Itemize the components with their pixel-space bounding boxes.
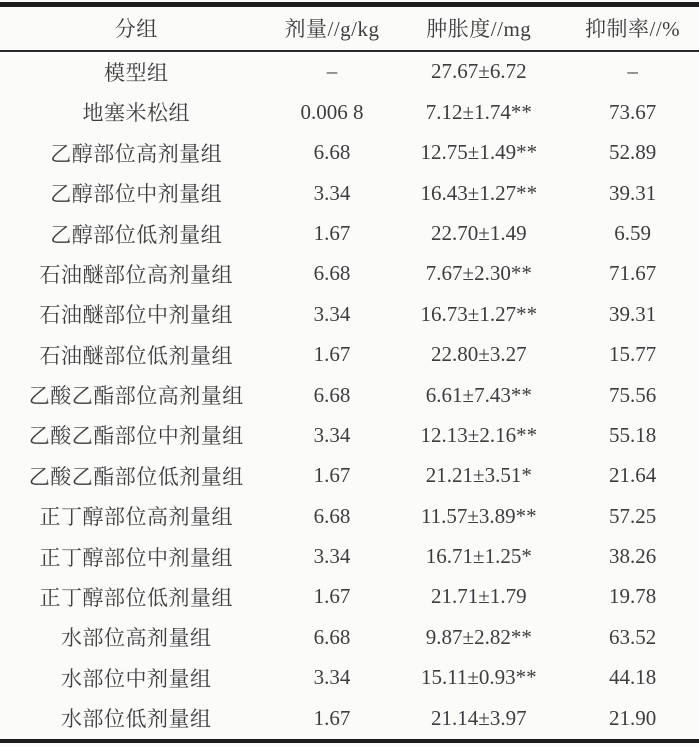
group-cell: 水部位低剂量组 (61, 707, 212, 732)
swelling-cell: 16.43±1.27** (420, 180, 538, 205)
inhibition-cell: 21.90 (608, 705, 657, 730)
swelling-cell: 16.73±1.27** (420, 301, 538, 326)
group-cell: 正丁醇部位高剂量组 (39, 505, 234, 530)
dose-cell: 6.68 (313, 140, 351, 165)
group-cell: 水部位高剂量组 (61, 626, 212, 651)
swelling-cell: 16.71±1.25* (425, 544, 532, 569)
dose-cell: 6.68 (313, 382, 351, 407)
column-header-inhibition: 抑制率//% (566, 5, 699, 51)
swelling-cell: 12.13±2.16** (420, 422, 538, 447)
dose-cell: 6.68 (313, 261, 351, 286)
table-row (0, 173, 699, 213)
inhibition-cell: 39.31 (608, 180, 657, 205)
group-cell: 水部位中剂量组 (61, 666, 212, 691)
swelling-cell: 21.71±1.79 (431, 584, 527, 609)
table-row (0, 92, 699, 132)
results-table (0, 2, 699, 743)
table-row (0, 213, 699, 253)
group-cell: 地塞米松组 (82, 101, 191, 126)
inhibition-cell: 55.18 (608, 422, 657, 447)
inhibition-cell: 38.26 (608, 544, 657, 569)
inhibition-cell: – (627, 59, 638, 84)
dose-cell: 3.34 (313, 301, 351, 326)
table-row (0, 456, 699, 496)
dose-cell: 1.67 (313, 342, 351, 367)
table-row (0, 254, 699, 294)
group-cell: 石油醚部位中剂量组 (39, 303, 234, 328)
inhibition-cell: 44.18 (608, 665, 657, 690)
column-header-group: 分组 (0, 5, 273, 51)
swelling-cell: 15.11±0.93** (420, 665, 537, 690)
column-header-swelling: 肿胀度//mg (391, 5, 566, 51)
inhibition-cell: 21.64 (608, 463, 657, 488)
inhibition-cell: 39.31 (608, 301, 657, 326)
swelling-cell: 7.12±1.74** (425, 99, 532, 124)
table-body (0, 51, 699, 742)
dose-cell: 3.34 (313, 665, 351, 690)
table-row (0, 51, 699, 93)
group-cell: 乙醇部位中剂量组 (50, 182, 223, 207)
dose-cell: 1.67 (313, 584, 351, 609)
dose-cell: 1.67 (313, 463, 351, 488)
table-row (0, 375, 699, 415)
dose-cell: 6.68 (313, 624, 351, 649)
dose-cell: 0.006 8 (300, 99, 364, 124)
dose-cell: 6.68 (313, 503, 351, 528)
table-row (0, 698, 699, 741)
swelling-cell: 6.61±7.43** (425, 382, 532, 407)
dose-cell: – (326, 59, 338, 84)
swelling-cell: 22.80±3.27 (431, 342, 527, 367)
table-row (0, 133, 699, 173)
group-cell: 乙醇部位高剂量组 (50, 141, 223, 166)
group-cell: 正丁醇部位低剂量组 (39, 585, 234, 610)
inhibition-cell: 52.89 (608, 140, 657, 165)
inhibition-cell: 75.56 (608, 382, 657, 407)
swelling-cell: 9.87±2.82** (425, 624, 532, 649)
group-cell: 乙酸乙酯部位中剂量组 (28, 424, 244, 449)
table-row (0, 657, 699, 697)
table-row (0, 617, 699, 657)
inhibition-cell: 57.25 (608, 503, 657, 528)
inhibition-cell: 63.52 (608, 624, 657, 649)
inhibition-cell: 73.67 (608, 99, 657, 124)
column-header-dose: 剂量//g/kg (273, 5, 392, 51)
table-row (0, 496, 699, 536)
group-cell: 模型组 (104, 60, 169, 85)
group-cell: 乙酸乙酯部位低剂量组 (28, 464, 244, 489)
dose-cell: 3.34 (313, 544, 351, 569)
group-cell: 石油醚部位高剂量组 (39, 262, 234, 287)
swelling-cell: 21.21±3.51* (425, 463, 532, 488)
dose-cell: 1.67 (313, 221, 351, 246)
inhibition-cell: 71.67 (608, 261, 657, 286)
table-row (0, 294, 699, 334)
table-row (0, 415, 699, 455)
table-row (0, 577, 699, 617)
swelling-cell: 21.14±3.97 (431, 705, 527, 730)
table-row (0, 334, 699, 374)
swelling-cell: 12.75±1.49** (420, 140, 538, 165)
dose-cell: 1.67 (313, 705, 351, 730)
swelling-cell: 11.57±3.89** (420, 503, 537, 528)
dose-cell: 3.34 (313, 180, 351, 205)
group-cell: 正丁醇部位中剂量组 (39, 545, 234, 570)
group-cell: 乙醇部位低剂量组 (50, 222, 223, 247)
swelling-cell: 22.70±1.49 (431, 221, 527, 246)
group-cell: 乙酸乙酯部位高剂量组 (28, 384, 244, 409)
inhibition-cell: 19.78 (608, 584, 657, 609)
group-cell: 石油醚部位低剂量组 (39, 343, 234, 368)
table-row (0, 536, 699, 576)
inhibition-cell: 6.59 (614, 221, 651, 246)
inhibition-cell: 15.77 (608, 342, 657, 367)
dose-cell: 3.34 (313, 422, 351, 447)
header-row (0, 5, 699, 51)
swelling-cell: 7.67±2.30** (425, 261, 532, 286)
swelling-cell: 27.67±6.72 (431, 59, 527, 84)
